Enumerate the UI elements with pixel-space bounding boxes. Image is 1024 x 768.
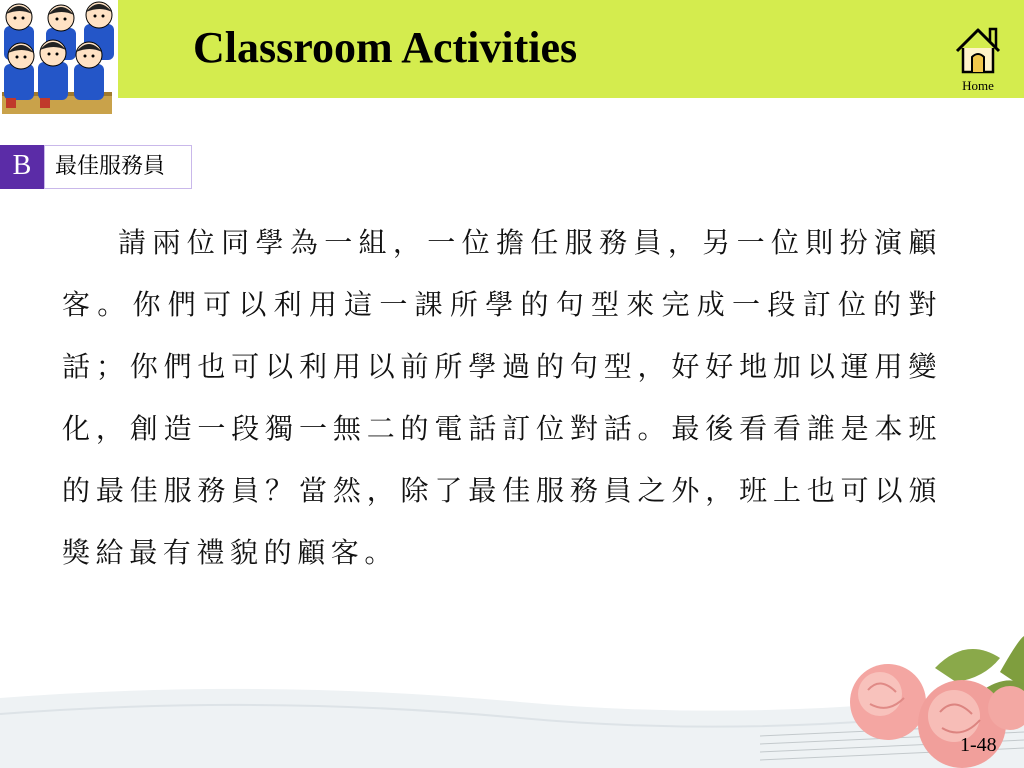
- house-icon: [950, 24, 1006, 76]
- students-logo-icon: [0, 0, 118, 118]
- roses-decoration: [0, 628, 1024, 768]
- home-button[interactable]: [950, 24, 1006, 100]
- page-title: Classroom Activities: [193, 23, 578, 72]
- section-letter-badge: B: [0, 145, 44, 189]
- home-label: Home: [962, 78, 994, 93]
- page-number: 1-48: [960, 734, 997, 756]
- activity-description: 請兩位同學為一組，一位擔任服務員，另一位則扮演顧客。你們可以利用這一課所學的句型來完成一段訂位的對話；你們也可以利用以前所學過的句型，好好地加以運用變化，創造一段獨一無二的電話訂位對話。最後看看誰是本班的最佳服務員？當然，除了最佳服務員之外，班上也可以頒獎給最有禮貌的顧客。: [62, 226, 942, 569]
- section-heading: [0, 145, 192, 189]
- section-title: 最佳服務員: [44, 145, 192, 189]
